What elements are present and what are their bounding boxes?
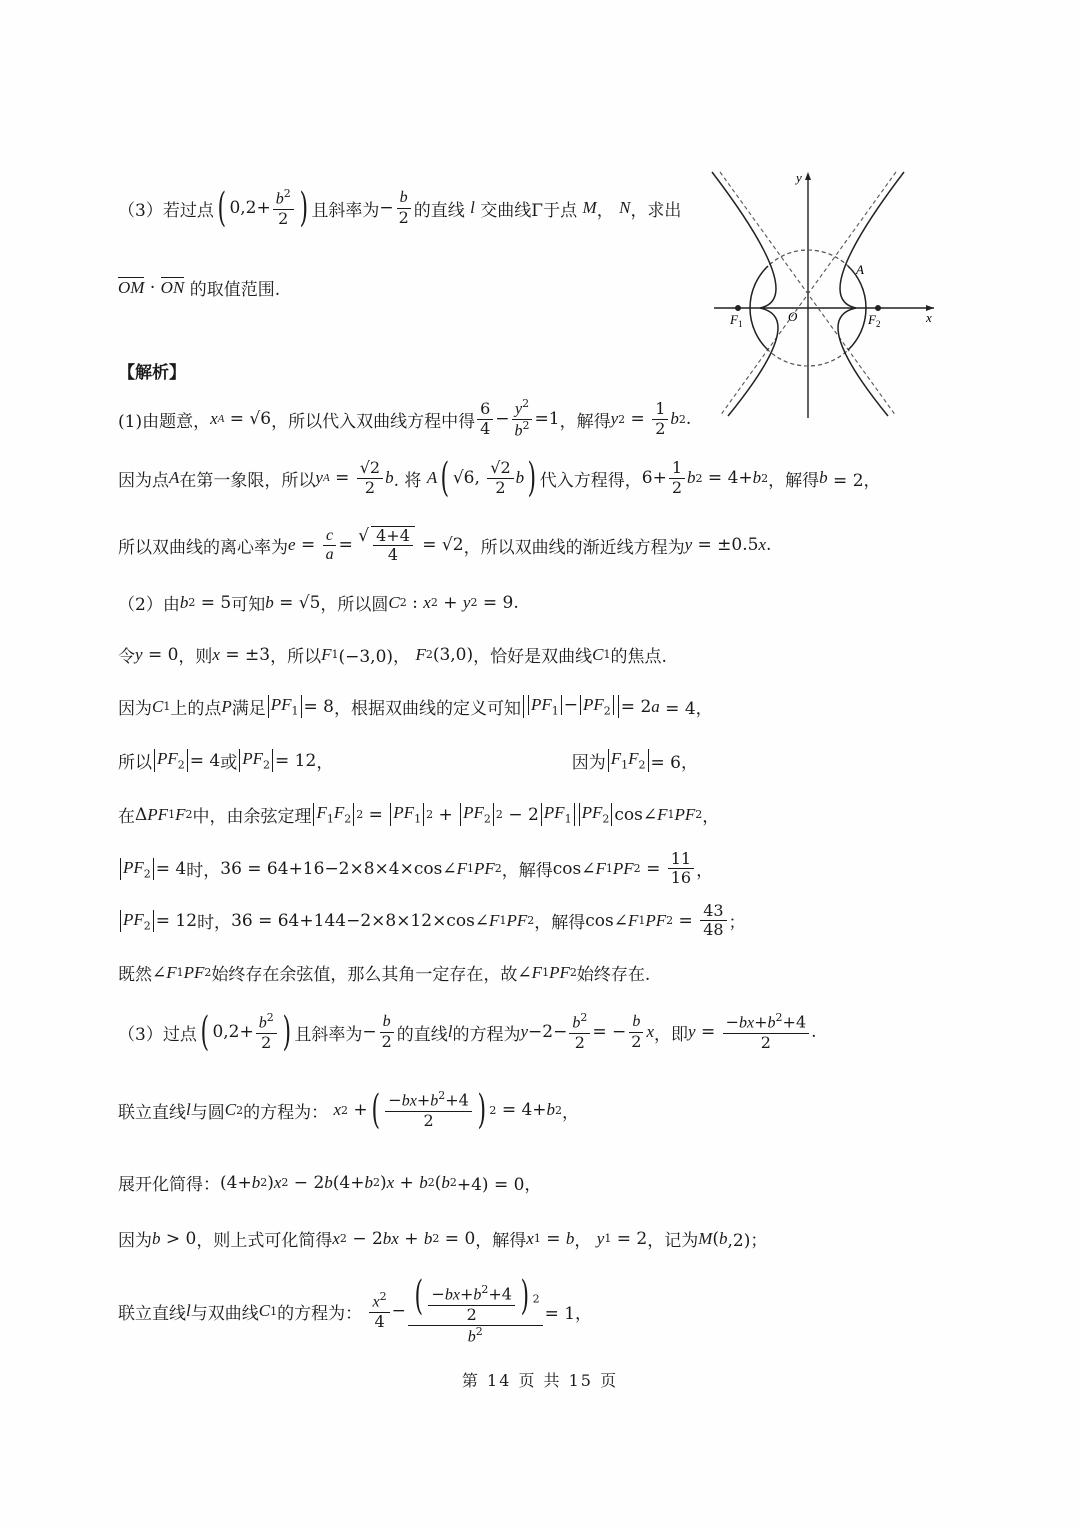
origin-label: O	[788, 309, 798, 324]
s1-line-3: 所以双曲线的离心率为 e = $\frac{c}{a}$ = √ $\frac{4+4}{4}$ = √2 ，所以双曲线的渐近线方程为 y = ±0.5 x .	[118, 526, 772, 565]
y-label: y	[796, 170, 802, 185]
f2-label: $F_2$	[868, 312, 881, 329]
s3-line-1: （3）过点 ( 0,2+ $\frac{b^2}{2}$ ) 且斜率为 − $\frac{b}{2}$ 的直线 l 的方程为 y −2− $\frac{b^2}{2}$ = − $\frac{b}{2}$ x ，即 y = $\frac{-bx+b^2+4}{2}$ .	[118, 1009, 817, 1056]
q3-line-1: （3）若过点 ( 0,2+ $\frac{b^2}{2}$ ) 且斜率为 − $\frac{b}{2}$ 的直线 l 交曲线Γ于点 M ， N ，求出	[118, 185, 682, 232]
page-footer: 第 14 页 共 15 页	[461, 1371, 619, 1390]
s2-line-2: 令 y = 0 ，则 x = ±3 ，所以 F 1 (−3,0)， F 2 (3,0) ，恰好是双曲线 C 1 的焦点.	[118, 644, 667, 667]
s2-line-4: 所以 $PF_2$ = 4 或 $PF_2$ = 12 ， 因为 $F_1F_2$ = 6，	[118, 749, 698, 773]
f1-label: $F_1$	[730, 312, 743, 329]
right-branch	[838, 172, 904, 416]
s2-line-6: $PF_2$ = 4 时， 36 = 64+16−2×8×4×cos∠ F 1 PF 2 ，解得 cos∠ F 1 PF 2 = $\frac{11}{16}$ ，	[118, 850, 713, 888]
s2-line-1: （2）由 b 2 = 5 可知 b = √5 ，所以圆 C 2 : x 2 + y 2 = 9.	[118, 592, 519, 615]
s2-line-3: 因为 C 1 上的点 P 满足 $PF_1$ = 8 ，根据双曲线的定义可知 $PF_1 - PF_2$ = 2 a = 4，	[118, 695, 713, 719]
s3-line-3: 展开化简得： (4+ b 2 ) x 2 − 2 b (4+ b 2 ) x + b 2 ( b 2 +4) = 0，	[118, 1172, 542, 1195]
left-branch	[712, 172, 778, 416]
point-a-label: A	[856, 262, 864, 277]
s1-line-1: (1)由题意， x A = √6 ，所以代入双曲线方程中得 $\frac{6}{4}$ − $\frac{y^2}{b^2}$ =1 ，解得 y 2 = $\frac{1}{2}$ b 2 .	[118, 397, 692, 440]
solution-heading: 【解析】	[118, 363, 186, 383]
hyperbola-circle-figure	[708, 168, 938, 420]
q3-line-2: OM · ON 的取值范围.	[118, 277, 281, 300]
s3-line-4: 因为 b > 0 ，则上式可化简得 x 2 − 2 bx + b 2 = 0 ，解得 x 1 = b ， y 1 = 2 ，记为 M ( b ,2)；	[118, 1228, 768, 1251]
s2-line-5: 在 Δ PF 1 F 2 中，由余弦定理 $F_1F_2$ 2 = $PF_1$ 2 + $PF_2$ 2 − 2 $PF_1$ $PF_2$ cos∠ F 1 PF 2 ，	[118, 803, 720, 827]
x-label: x	[926, 310, 932, 325]
s3-line-5: 联立直线 l 与双曲线 C 1 的方程为： $\frac{x^2}{4}$ − ( $\frac{-bx+b^2+4}{2}$ ) $^2$ $b^2$ = 1，	[118, 1273, 593, 1345]
s2-line-8: 既然 ∠ F 1 PF 2 始终存在余弦值，那么其角一定存在，故 ∠ F 1 PF 2 始终存在.	[118, 962, 651, 985]
s2-line-7: $PF_2$ = 12 时， 36 = 64+144−2×8×12×cos∠ F 1 PF 2 ，解得 cos∠ F 1 PF 2 = $\frac{43}{48}$ ；	[118, 902, 746, 940]
s3-line-2: 联立直线 l 与圆 C 2 的方程为： x 2 + ( $\frac{-bx+b^2+4}{2}$ ) 2 = 4+ b 2 ，	[118, 1087, 580, 1134]
s1-line-2: 因为点 A 在第一象限，所以 y A = $\frac{√2}{2}$ b . 将 A ( √6, $\frac{√2}{2}$ b ) 代入方程得， 6+ $\frac{1}{2}$ b 2 = 4+ b 2 ，解得 b = 2，	[118, 455, 881, 501]
